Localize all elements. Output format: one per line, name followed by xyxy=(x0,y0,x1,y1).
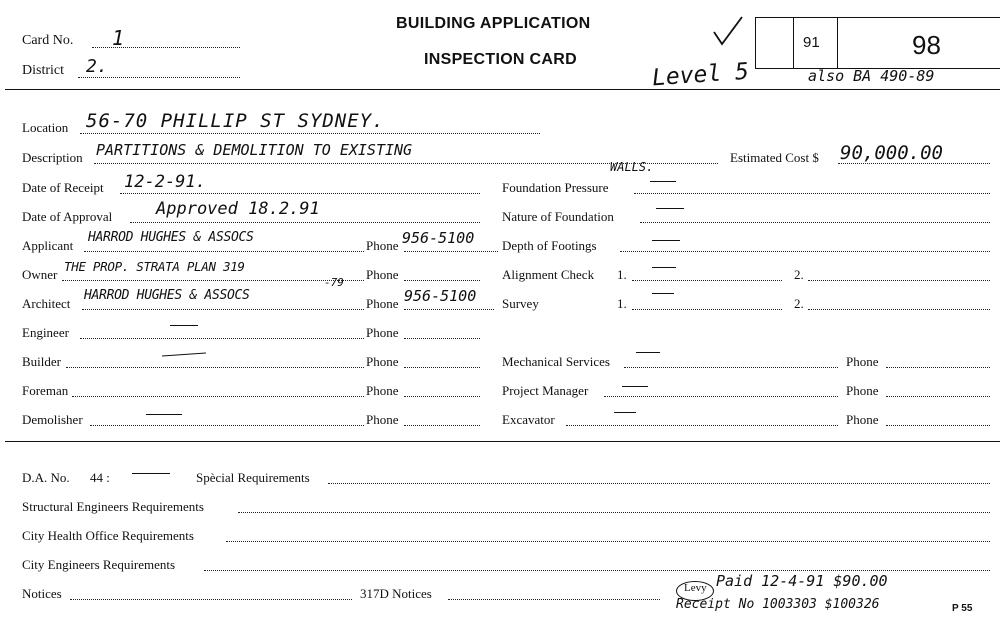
builder-phone-label: Phone xyxy=(366,354,399,369)
da-no-value: 44 : xyxy=(90,470,110,485)
description-value: PARTITIONS & DEMOLITION TO EXISTING xyxy=(96,141,413,159)
foreman-line xyxy=(72,396,364,397)
engineer-phone-line xyxy=(404,338,480,339)
middle-rule xyxy=(5,441,1000,442)
engineer-label: Engineer xyxy=(22,325,69,340)
builder-phone-line xyxy=(404,367,480,368)
architect-value: HARROD HUGHES & ASSOCS xyxy=(84,288,250,303)
owner-value-2: -79 xyxy=(324,276,344,289)
excavator-phone-label: Phone xyxy=(846,412,879,427)
title-line-2: INSPECTION CARD xyxy=(424,51,577,68)
mechanical-phone-label: Phone xyxy=(846,354,879,369)
title-line-1: BUILDING APPLICATION xyxy=(396,15,591,32)
da-no-label: D.A. No. xyxy=(22,470,70,485)
survey-line-1 xyxy=(632,309,782,310)
receipt-label: Date of Receipt xyxy=(22,180,104,195)
demolisher-label: Demolisher xyxy=(22,412,83,427)
estimated-cost-value: 90,000.00 xyxy=(840,142,943,164)
mechanical-phone-line xyxy=(886,367,990,368)
foundation-pressure-dash xyxy=(650,181,676,182)
excavator-label: Excavator xyxy=(502,412,555,427)
project-manager-label: Project Manager xyxy=(502,383,589,398)
box-small-number: 91 xyxy=(803,34,820,51)
architect-line xyxy=(82,309,364,310)
health-line xyxy=(226,541,990,542)
also-note: also BA 490-89 xyxy=(808,67,935,85)
nature-foundation-dash xyxy=(656,208,684,209)
foreman-label: Foreman xyxy=(22,383,69,398)
mechanical-line xyxy=(624,367,838,368)
header-rule xyxy=(5,89,1000,90)
notices-line xyxy=(70,599,352,600)
foundation-pressure-label: Foundation Pressure xyxy=(502,180,609,195)
project-manager-phone-line xyxy=(886,396,990,397)
applicant-phone-line xyxy=(404,251,498,252)
approval-value: Approved 18.2.91 xyxy=(156,199,320,219)
receipt-note: Receipt No 1003303 $100326 xyxy=(676,597,880,612)
builder-line xyxy=(66,367,364,368)
location-label: Location xyxy=(22,120,69,135)
owner-phone-line xyxy=(404,280,480,281)
applicant-phone-label: Phone xyxy=(366,238,399,253)
survey-num-2: 2. xyxy=(794,296,804,311)
engineer-dash xyxy=(170,325,198,326)
structural-line xyxy=(238,512,990,513)
depth-footings-dash xyxy=(652,240,680,241)
alignment-check-line-1 xyxy=(632,280,782,281)
receipt-line xyxy=(120,193,480,194)
nature-foundation-label: Nature of Foundation xyxy=(502,209,614,224)
foreman-phone-label: Phone xyxy=(366,383,399,398)
card-no-value: 1 xyxy=(112,26,125,50)
approval-label: Date of Approval xyxy=(22,209,113,224)
project-manager-line xyxy=(604,396,838,397)
owner-label: Owner xyxy=(22,267,58,282)
survey-dash xyxy=(652,293,674,294)
survey-line-2 xyxy=(808,309,990,310)
builder-dash xyxy=(162,352,206,356)
da-no-dash xyxy=(132,473,170,474)
levy-label: Levy xyxy=(684,582,707,594)
check-mark-icon xyxy=(710,14,746,48)
architect-label: Architect xyxy=(22,296,71,311)
excavator-phone-line xyxy=(886,425,990,426)
card-number-box xyxy=(755,17,1000,69)
demolisher-line xyxy=(90,425,364,426)
alignment-check-label: Alignment Check xyxy=(502,267,595,282)
description-value-2: WALLS. xyxy=(610,160,654,174)
box-divider-1 xyxy=(793,18,794,68)
box-divider-2 xyxy=(837,18,838,68)
excavator-dash xyxy=(614,412,636,413)
survey-num-1: 1. xyxy=(617,296,627,311)
mechanical-label: Mechanical Services xyxy=(502,354,610,369)
notices-label: Notices xyxy=(22,586,62,601)
applicant-phone-value: 956-5100 xyxy=(402,229,475,247)
city-engineers-label: City Engineers Requirements xyxy=(22,557,176,572)
health-label: City Health Office Requirements xyxy=(22,528,194,543)
architect-phone-label: Phone xyxy=(366,296,399,311)
alignment-check-num-1: 1. xyxy=(617,267,627,282)
architect-phone-value: 956-5100 xyxy=(404,287,477,305)
estimated-cost-label: Estimated Cost $ xyxy=(730,150,819,165)
nature-foundation-line xyxy=(640,222,990,223)
alignment-check-dash xyxy=(652,267,676,268)
level-note: Level 5 xyxy=(651,58,750,92)
project-manager-phone-label: Phone xyxy=(846,383,879,398)
card-no-label: Card No. xyxy=(22,33,74,48)
foundation-pressure-line xyxy=(634,193,990,194)
demolisher-phone-label: Phone xyxy=(366,412,399,427)
location-value: 56-70 PHILLIP ST SYDNEY. xyxy=(86,110,385,132)
structural-label: Structural Engineers Requirements xyxy=(22,499,204,514)
approval-line xyxy=(130,222,480,223)
special-label: Spècial Requirements xyxy=(196,470,310,485)
excavator-line xyxy=(566,425,838,426)
alignment-check-num-2: 2. xyxy=(794,267,804,282)
foreman-phone-line xyxy=(404,396,480,397)
applicant-label: Applicant xyxy=(22,238,74,253)
builder-label: Builder xyxy=(22,354,61,369)
architect-phone-line xyxy=(404,309,494,310)
receipt-value: 12-2-91. xyxy=(124,172,206,192)
owner-value: THE PROP. STRATA PLAN 319 xyxy=(64,259,245,274)
box-large-number: 98 xyxy=(912,30,941,60)
location-line xyxy=(80,133,540,134)
engineer-line xyxy=(80,338,364,339)
depth-footings-line xyxy=(620,251,990,252)
alignment-check-line-2 xyxy=(808,280,990,281)
special-line xyxy=(328,483,990,484)
paid-note: Paid 12-4-91 $90.00 xyxy=(716,572,888,590)
owner-phone-label: Phone xyxy=(366,267,399,282)
description-label: Description xyxy=(22,150,83,165)
engineer-phone-label: Phone xyxy=(366,325,399,340)
district-value: 2. xyxy=(86,56,108,77)
notices-317d-line xyxy=(448,599,660,600)
mechanical-dash xyxy=(636,352,660,353)
demolisher-phone-line xyxy=(404,425,480,426)
demolisher-dash xyxy=(146,414,182,415)
form-code: P 55 xyxy=(952,603,973,614)
applicant-value: HARROD HUGHES & ASSOCS xyxy=(88,230,254,245)
project-manager-dash xyxy=(622,386,648,387)
city-engineers-line xyxy=(204,570,990,571)
survey-label: Survey xyxy=(502,296,539,311)
district-label: District xyxy=(22,63,64,78)
applicant-line xyxy=(84,251,364,252)
depth-footings-label: Depth of Footings xyxy=(502,238,597,253)
notices-317d-label: 317D Notices xyxy=(360,586,432,601)
owner-line xyxy=(62,280,364,281)
district-line xyxy=(78,77,240,78)
